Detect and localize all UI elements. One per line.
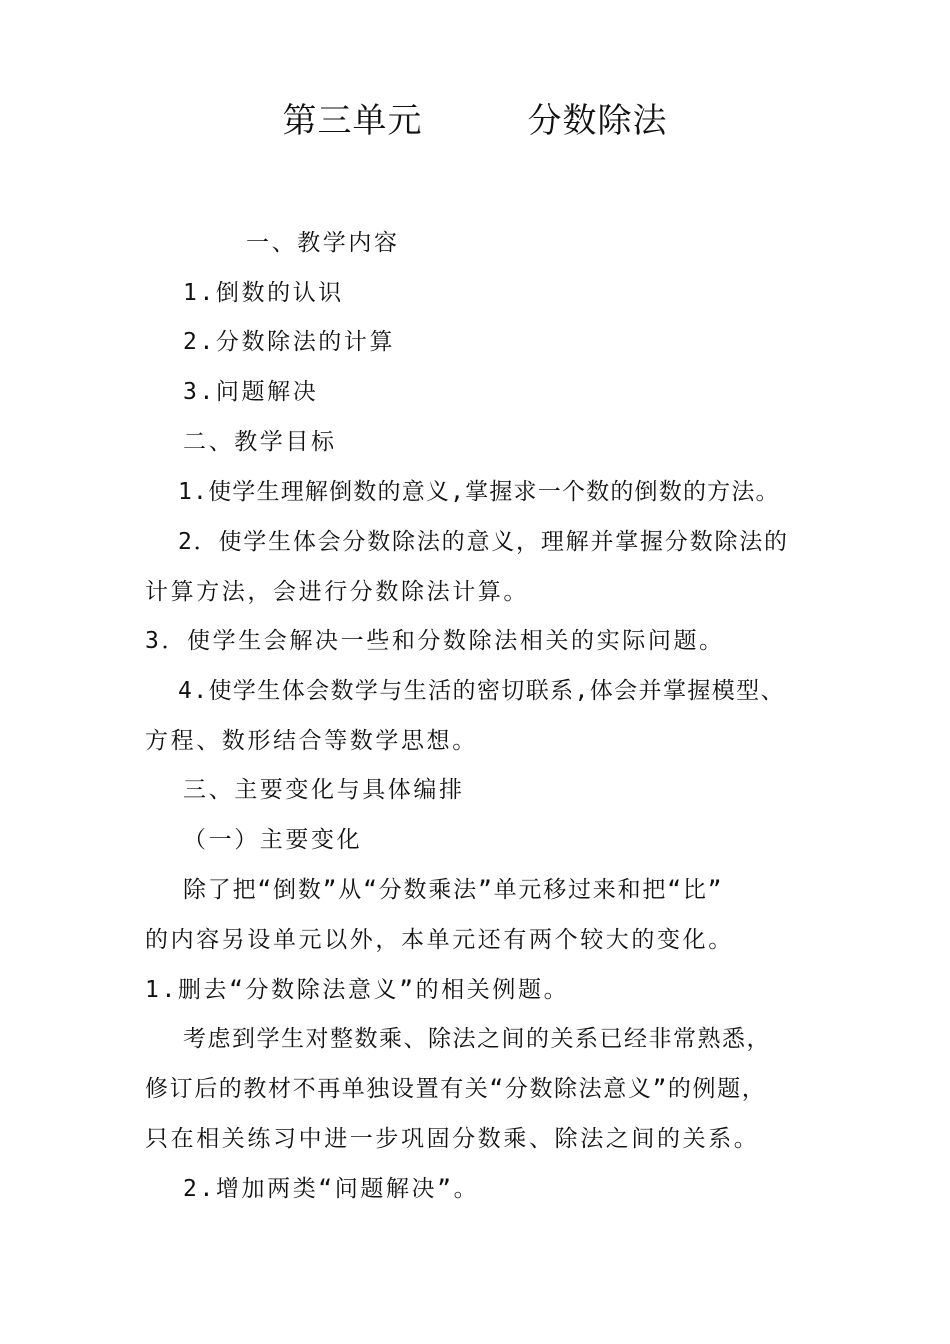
content-item-2: 2.分数除法的计算 (183, 329, 396, 355)
goal-item-1: 1.使学生理解倒数的意义,掌握求一个数的倒数的方法。 (178, 479, 780, 505)
subsection-heading-main-changes: （一）主要变化 (183, 827, 363, 853)
goal-item-2: 2．使学生体会分数除法的意义，理解并掌握分数除法的 (178, 529, 789, 555)
section-heading-goals: 二、教学目标 (183, 429, 337, 455)
paragraph-changes-line-1: 除了把“倒数”从“分数乘法”单元移过来和把“比” (183, 877, 724, 903)
change-item-1: 1.删去“分数除法意义”的相关例题。 (145, 977, 570, 1003)
content-item-1: 1.倒数的认识 (183, 280, 344, 306)
goal-item-2-continuation: 计算方法，会进行分数除法计算。 (145, 579, 529, 605)
section-heading-changes: 三、主要变化与具体编排 (183, 777, 465, 803)
goal-item-4: 4.使学生体会数学与生活的密切联系,体会并掌握模型、 (178, 678, 785, 704)
change-item-2: 2.增加两类“问题解决”。 (183, 1176, 480, 1202)
goal-item-3: 3．使学生会解决一些和分数除法相关的实际问题。 (145, 628, 725, 654)
paragraph-changes-line-2: 的内容另设单元以外，本单元还有两个较大的变化。 (145, 927, 734, 953)
paragraph-reason-line-1: 考虑到学生对整数乘、除法之间的关系已经非常熟悉， (183, 1026, 771, 1052)
paragraph-reason-line-2: 修订后的教材不再单独设置有关“分数除法意义”的例题， (145, 1076, 767, 1102)
paragraph-reason-line-3: 只在相关练习中进一步巩固分数乘、除法之间的关系。 (145, 1126, 760, 1152)
goal-item-4-continuation: 方程、数形结合等数学思想。 (145, 728, 478, 754)
section-heading-content: 一、教学内容 (246, 230, 400, 256)
document-title: 第三单元 分数除法 (282, 101, 668, 141)
content-item-3: 3.问题解决 (183, 379, 319, 405)
